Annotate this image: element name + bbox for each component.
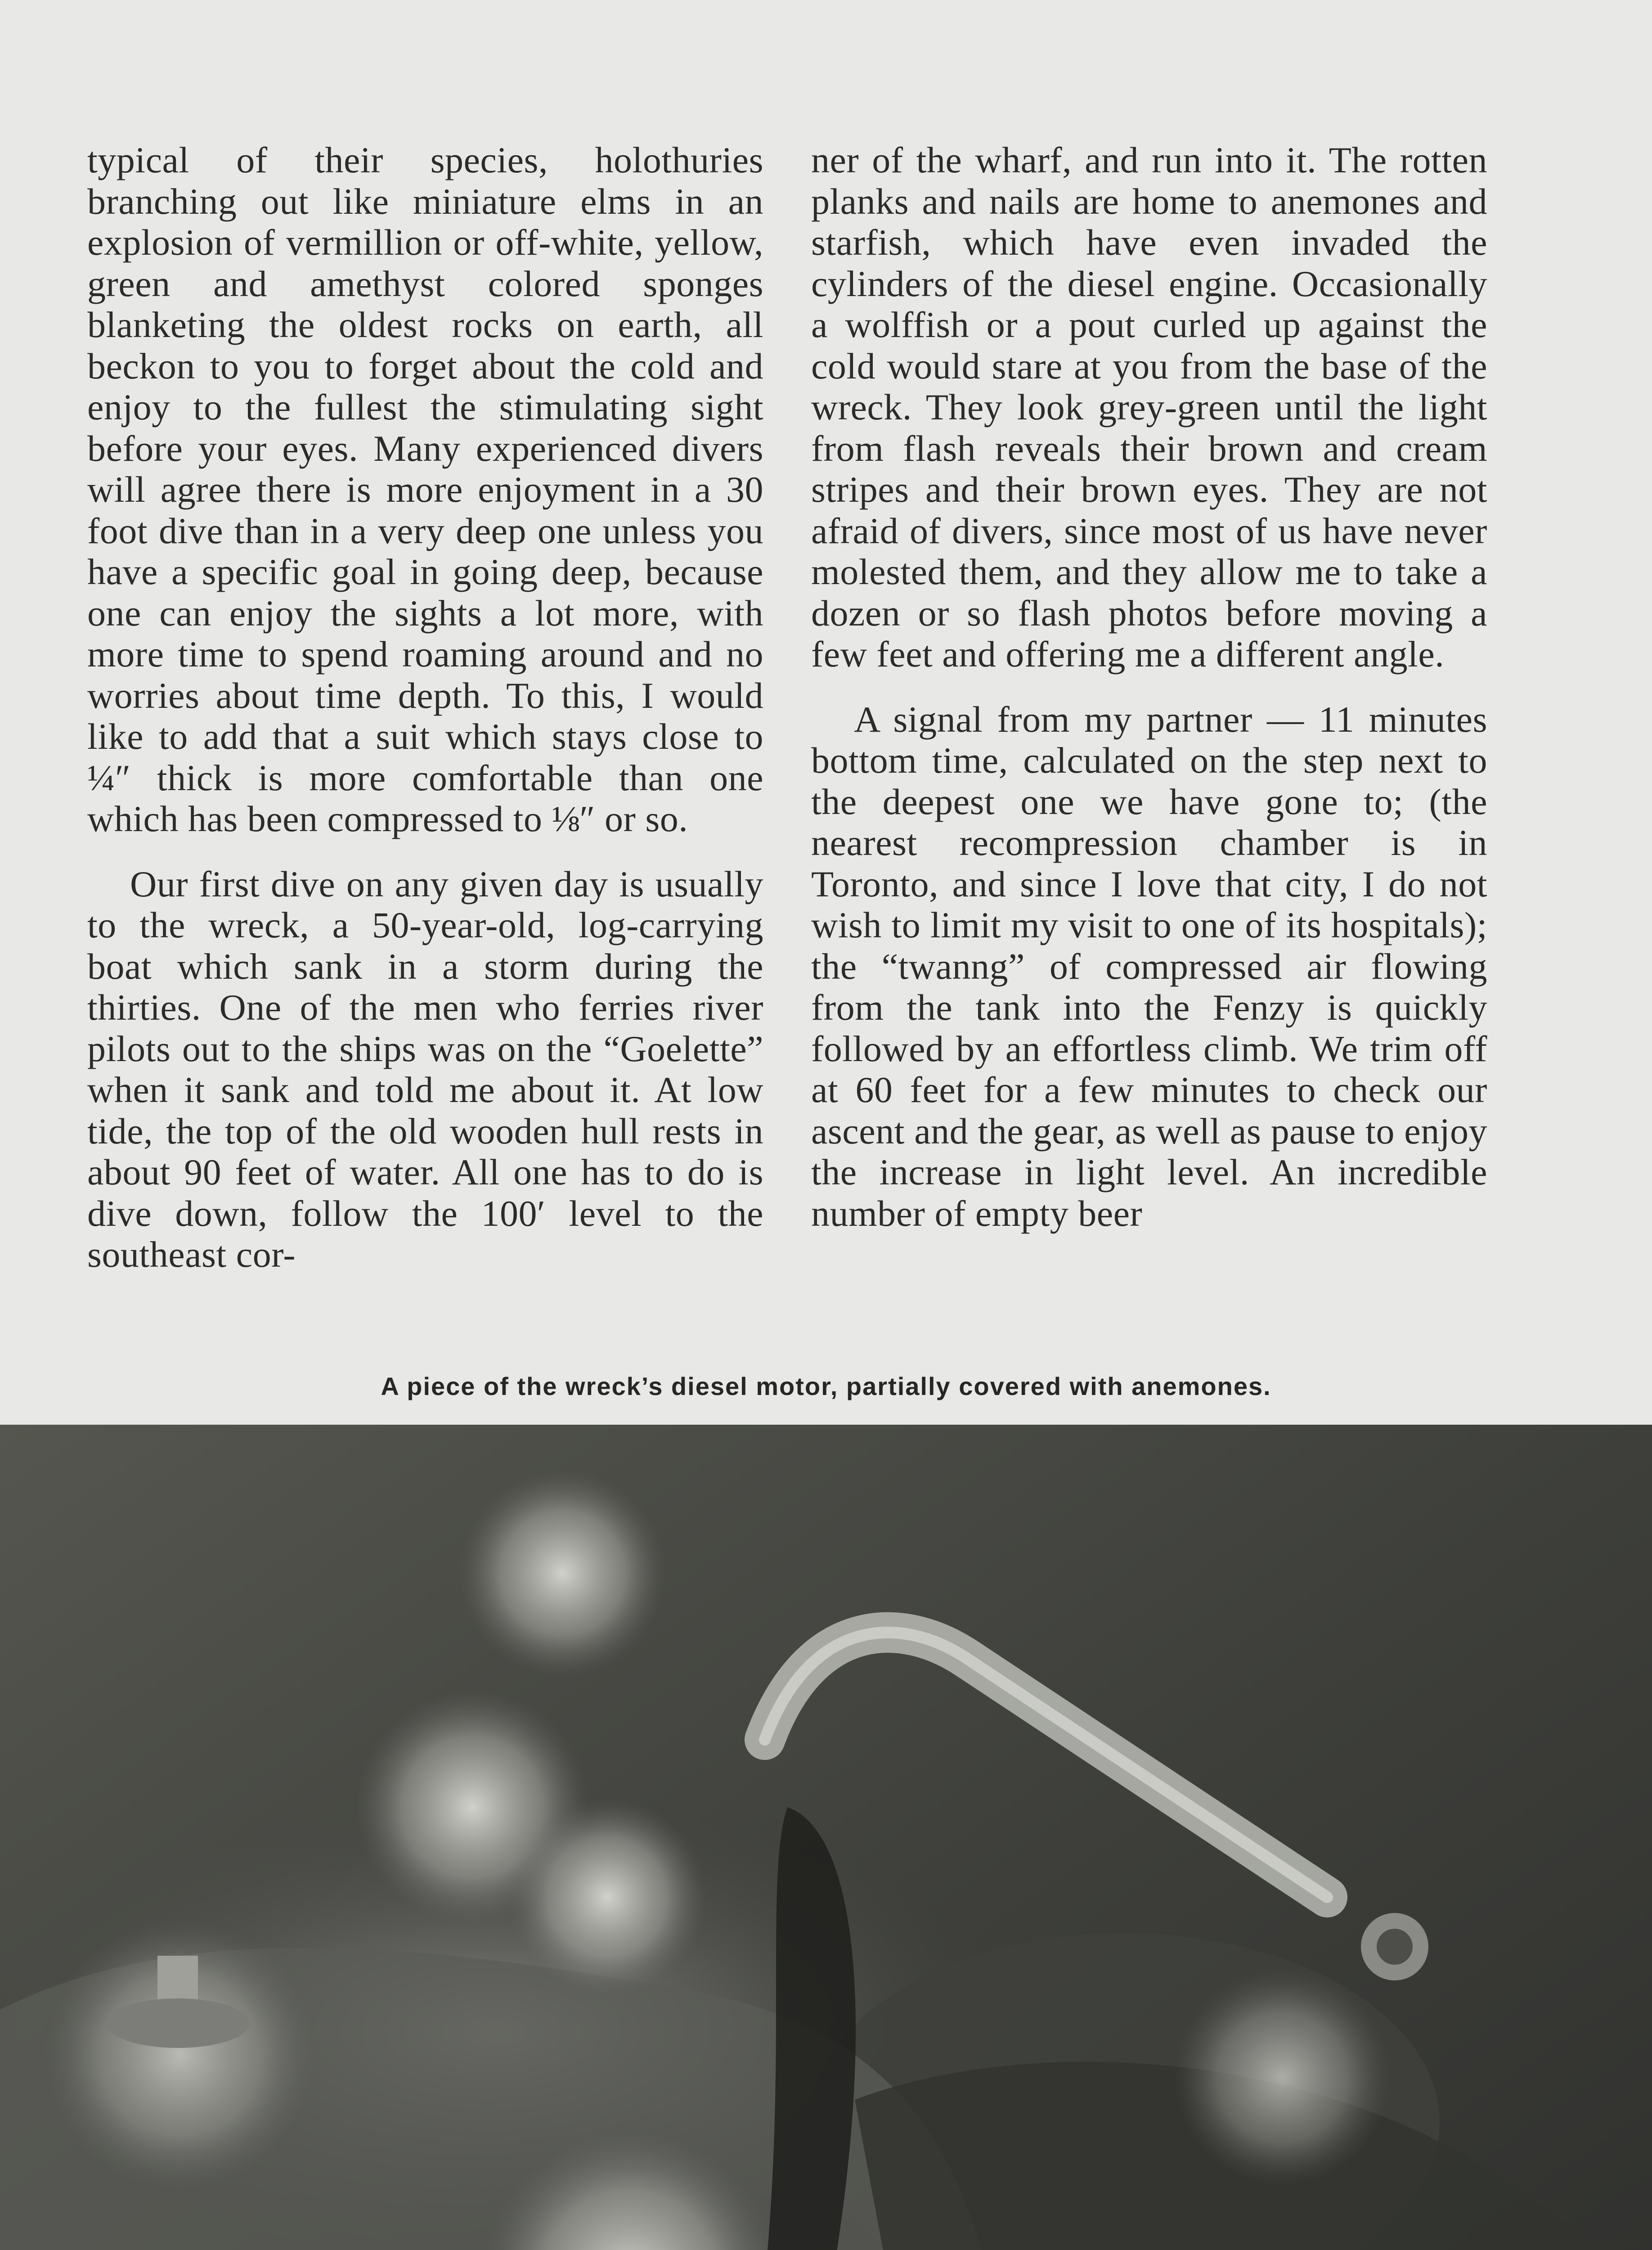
left-text-column — [87, 140, 763, 1275]
paragraph-signal: A signal from my partner — 11 minutes bottom time, calculated on the step next to the deepest one we have gone to; (the nearest recompression chamber is in Toronto, and since I love that city, I do not wish to limit my visit to one of its hospitals); the “twanng” of compressed air flowing from the tank into the Fenzy is quickly followed by an effortless climb. We trim off at 60 feet for a few minutes to check our ascent and the gear, as well as pause to enjoy the increase in light level. An incredible number of empty beer — [811, 698, 1487, 1234]
paragraph-first-dive: Our first dive on any given day is usually to the wreck, a 50-year-old, log-carrying boat which sank in a storm during the thirties. One of the men who ferries river pilots out to the ships was on the “Goelette” when it sank and told me about it. At low tide, the top of the old wooden hull rests in about 90 feet of water. All one has to do is dive down, follow the 100′ level to the southeast cor- — [87, 863, 763, 1275]
wreck-photo-illustration — [0, 1425, 1652, 2250]
photo-caption: A piece of the wreck’s diesel motor, partially covered with anemones. — [381, 1372, 1271, 1400]
right-text-column — [811, 140, 1487, 1234]
paragraph-wharf: ner of the wharf, and run into it. The rotten planks and nails are home to anemones and starfish, which have even invaded the cylinders of the diesel engine. Occasionally a wolffish or a pout curled up against the cold would stare at you from the base of the wreck. They look grey-green until the light from flash reveals their brown and cream stripes and their brown eyes. They are not afraid of divers, since most of us have never molested them, and they allow me to take a dozen or so flash photos before moving a few feet and offering me a different angle. — [811, 140, 1487, 675]
wreck-photo — [0, 1425, 1652, 2250]
paragraph-holothuries: typical of their species, holothuries branching out like miniature elms in an explosion of vermillion or off-white, yellow, green and amethyst colored sponges blanketing the oldest rocks on earth, all beckon to you to forget about the cold and enjoy to the fullest the stimulating sight before your eyes. Many experienced divers will agree there is more enjoyment in a 30 foot dive than in a very deep one unless you have a specific goal in going deep, because one can enjoy the sights a lot more, with more time to spend roaming around and no worries about time depth. To this, I would like to add that a suit which stays close to ¼″ thick is more comfortable than one which has been compressed to ⅛″ or so. — [87, 140, 763, 839]
